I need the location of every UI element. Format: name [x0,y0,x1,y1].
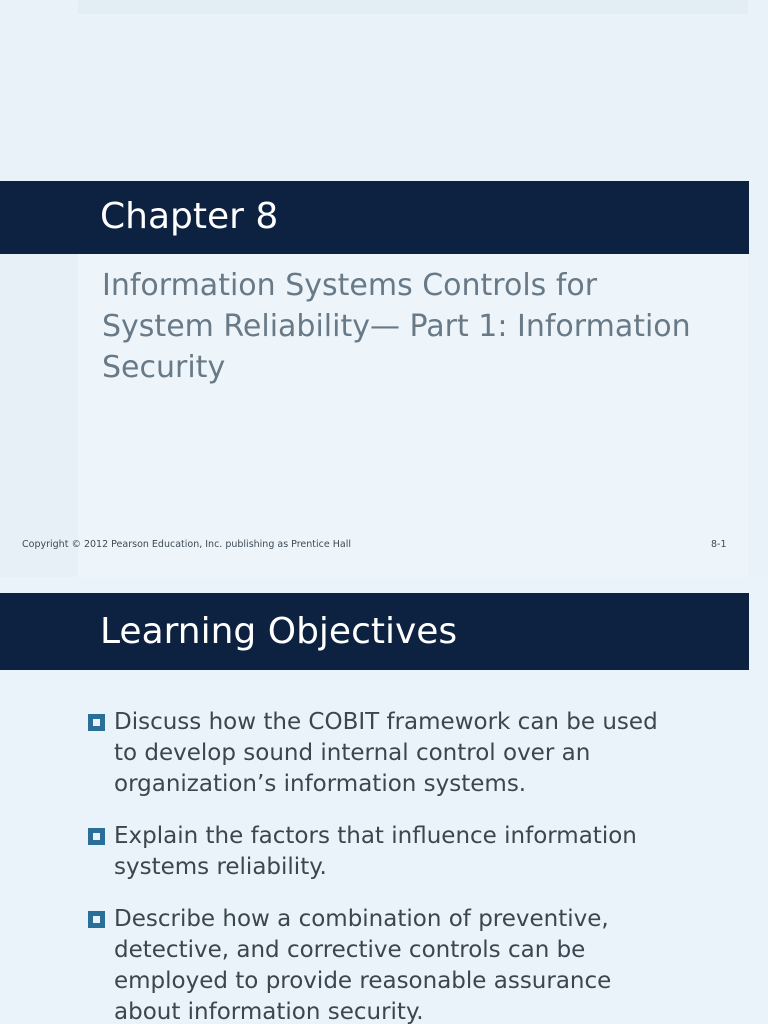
subtitle-line: Security [102,350,226,385]
objective-item [88,707,728,800]
objective-line: organization’s information systems. [114,771,527,797]
slide-left-strip [0,254,78,577]
objective-line: detective, and corrective controls can be [114,937,586,963]
objective-line: employed to provide reasonable assurance [114,968,612,994]
objective-line: Explain the factors that influence information [114,823,637,849]
learning-objectives-title: Learning Objectives [100,611,458,652]
footer-copyright: Copyright © 2012 Pearson Education, Inc. publishing as Prentice Hall [22,539,351,550]
objectives-list [88,707,728,1024]
objective-line: Discuss how the COBIT framework can be used [114,709,658,735]
learning-objectives-bar [0,593,749,670]
objective-line: about information security. [114,999,424,1024]
chapter-title: Chapter 8 [100,196,279,237]
subtitle-line: Information Systems Controls for [102,268,598,303]
objective-item [88,904,728,1024]
square-bullet-icon [88,714,105,731]
objective-line: systems reliability. [114,854,327,880]
objective-line: Describe how a combination of preventive, [114,906,609,932]
chapter-subtitle [102,265,742,388]
square-bullet-icon [88,911,105,928]
objective-line: to develop sound internal control over an [114,740,591,766]
square-bullet-icon [88,828,105,845]
chapter-title-bar [0,181,749,254]
subtitle-line: System Reliability— Part 1: Information [102,309,691,344]
slide-page-number: 8-1 [711,539,727,550]
objective-item [88,821,728,883]
slide-top-band [78,0,748,14]
